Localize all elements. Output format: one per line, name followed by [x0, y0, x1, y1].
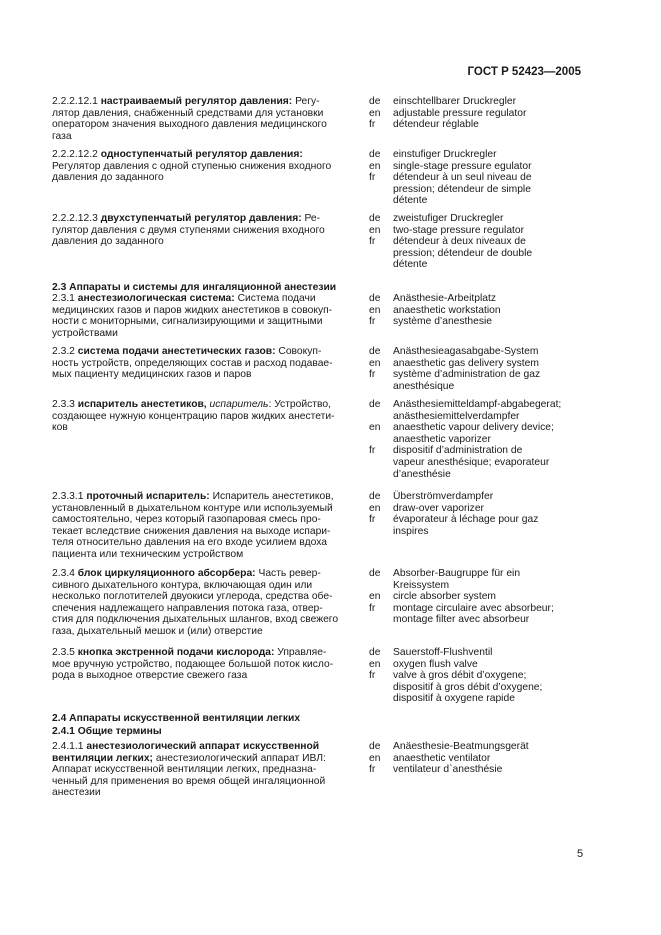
foreign-term: montage circulaire avec absorbeur;	[393, 602, 554, 614]
definition-line	[52, 328, 357, 340]
foreign-term: anaesthetic workstation	[393, 304, 501, 316]
foreign-term: two-stage pressure regulator	[393, 224, 525, 236]
definition-text: сивного дыхательного контура, включающая один или	[52, 579, 313, 591]
definition-text: создающее нужную концентрацию паров жидких анестети-	[52, 410, 335, 422]
language-code: en	[369, 502, 381, 514]
definition-text: давления до заданного	[52, 236, 164, 248]
foreign-term: Überströmverdampfer	[393, 491, 494, 502]
term-number: 2.3.3	[52, 399, 75, 410]
definition-line	[52, 591, 357, 603]
definition-line	[52, 514, 357, 526]
language-code: de	[369, 741, 381, 752]
definition-text: устройствами	[52, 327, 118, 339]
definition-line	[52, 172, 357, 184]
foreign-term: anästhesiemittelverdampfer	[393, 410, 520, 422]
definition-line	[52, 305, 357, 317]
term-definition	[52, 346, 357, 381]
foreign-term: montage filter avec absorbeur	[393, 614, 530, 626]
language-codes	[369, 741, 393, 776]
language-codes	[369, 213, 393, 271]
definition-text: самостоятельно, через который газопаровая смесь про-	[52, 514, 321, 526]
foreign-terms	[393, 399, 593, 480]
term-number: 2.2.2.12.3	[52, 213, 98, 224]
foreign-term: einstufiger Druckregler	[393, 149, 497, 160]
definition-text: Аппарат искусственной вентиляции легких, предназна-	[52, 764, 317, 776]
foreign-term: dispositif à gros débit d’oxygene;	[393, 681, 543, 693]
term-definition	[52, 741, 357, 799]
language-code: de	[369, 491, 381, 502]
definition-line	[52, 161, 357, 173]
definition-line	[52, 369, 357, 381]
definition-text: стия для подключения дыхательных шлангов, вход свежего	[52, 614, 339, 626]
term-number: 2.3.3.1	[52, 491, 84, 502]
term-name: блок циркуляционного абсорбера:	[77, 568, 256, 579]
foreign-term: d’anesthésie	[393, 468, 451, 480]
foreign-term: draw-over vaporizer	[393, 502, 484, 514]
term-definition	[52, 399, 357, 434]
definition-line	[52, 316, 357, 328]
term-definition	[52, 213, 357, 248]
definition-text: Регулятор давления с одной ступенью снижения входного	[52, 160, 332, 172]
foreign-term: circle absorber system	[393, 591, 496, 603]
definition-line	[52, 603, 357, 615]
foreign-term: dispositif d’administration de	[393, 445, 523, 457]
definition-line	[52, 422, 357, 434]
definition-line	[52, 225, 357, 237]
language-codes	[369, 346, 393, 392]
definition-text: ченный для применения во время общей ингаляционной	[52, 775, 326, 787]
language-code: fr	[369, 670, 376, 682]
foreign-term: dispositif à oxygene rapide	[393, 693, 515, 705]
language-code: de	[369, 568, 381, 579]
foreign-term: Anäesthesie-Beatmungsgerät	[393, 741, 529, 752]
definition-text: несколько поглотителей двуокиси углерода, средства обе-	[52, 591, 333, 603]
definition-line	[52, 647, 357, 659]
section-heading-2-4-1: 2.4.1 Общие термины	[52, 726, 162, 737]
term-name: вентиляции легких;	[52, 752, 153, 764]
foreign-term: évaporateur à léchage pour gaz	[393, 514, 539, 526]
language-code: de	[369, 399, 381, 410]
definition-line	[52, 787, 357, 799]
language-codes	[369, 293, 393, 328]
definition-line	[52, 96, 357, 108]
foreign-terms	[393, 293, 593, 328]
foreign-terms	[393, 647, 593, 705]
foreign-terms	[393, 149, 593, 207]
term-name: кнопка экстренной подачи кислорода:	[77, 647, 275, 658]
definition-line	[52, 614, 357, 626]
definition-line	[52, 670, 357, 682]
foreign-term: Anästhesie-Arbeitplatz	[393, 293, 497, 304]
foreign-term: vapeur anesthésique; evaporateur	[393, 456, 550, 468]
foreign-term: anaesthetic ventilator	[393, 752, 491, 764]
definition-line	[52, 764, 357, 776]
definition-line	[52, 108, 357, 120]
definition-text: Испаритель анестетиков,	[209, 491, 334, 502]
term-number: 2.3.2	[52, 346, 75, 357]
foreign-term: anaesthetic gas delivery system	[393, 357, 539, 369]
language-code: en	[369, 160, 381, 172]
term-number: 2.4.1.1	[52, 741, 84, 752]
definition-line	[52, 659, 357, 671]
foreign-term: anaesthetic vapour delivery device;	[393, 422, 554, 434]
definition-text: установленный в дыхательном контуре или используемый	[52, 502, 333, 514]
definition-text: спечения надлежащего направления потока газа, отвер-	[52, 602, 323, 614]
language-code: de	[369, 149, 381, 160]
language-code: de	[369, 96, 381, 107]
definition-line	[52, 119, 357, 131]
foreign-term: valve à gros débit d’oxygene;	[393, 670, 527, 682]
term-definition	[52, 293, 357, 339]
definition-line	[52, 526, 357, 538]
foreign-term: pression; détendeur de simple	[393, 183, 531, 195]
term-definition	[52, 491, 357, 561]
language-code: fr	[369, 236, 376, 248]
definition-line	[52, 358, 357, 370]
definition-line	[52, 537, 357, 549]
definition-line	[52, 568, 357, 580]
language-code: fr	[369, 369, 376, 381]
definition-text: давления до заданного	[52, 172, 164, 184]
definition-text: лятор давления, снабженный средствами для установки	[52, 107, 324, 119]
foreign-term: einschtellbarer Druckregler	[393, 96, 517, 107]
term-number: 2.3.5	[52, 647, 75, 658]
language-codes	[369, 491, 393, 537]
definition-text: гулятор давления с двумя ступенями снижения входного	[52, 224, 325, 236]
foreign-term: système d’anesthesie	[393, 316, 493, 328]
definition-text: мых пациенту медицинских газов и паров	[52, 369, 252, 381]
term-name: одноступенчатый регулятор давления:	[100, 149, 303, 160]
section-heading-2-4: 2.4 Аппараты искусственной вентиляции легких	[52, 713, 301, 724]
definition-text: текает вследствие снижения давления на выходе испари-	[52, 525, 331, 537]
definition-line	[52, 549, 357, 561]
language-code: fr	[369, 119, 376, 131]
language-code: en	[369, 752, 381, 764]
definition-line	[52, 491, 357, 503]
standard-header: ГОСТ Р 52423—2005	[467, 66, 581, 78]
definition-line	[52, 346, 357, 358]
foreign-term: anaesthetic vaporizer	[393, 433, 491, 445]
term-synonym: испаритель	[206, 399, 269, 410]
language-code: fr	[369, 764, 376, 776]
language-code: fr	[369, 316, 376, 328]
foreign-term: détente	[393, 195, 428, 207]
language-code: fr	[369, 514, 376, 526]
definition-text: ность устройств, определяющих состав и расход подавае-	[52, 357, 333, 369]
definition-text: ков	[52, 422, 68, 434]
foreign-term: Anästhesiemitteldampf-abgabegerat;	[393, 399, 562, 410]
foreign-term: ventilateur d`anesthésie	[393, 764, 503, 776]
definition-text: пациента или техническим устройством	[52, 548, 244, 560]
language-code: fr	[369, 445, 376, 457]
definition-text: ности с мониторными, сигнализирующими и защитными	[52, 316, 323, 328]
foreign-term: système d’administration de gaz	[393, 369, 541, 381]
language-code: de	[369, 213, 381, 224]
foreign-term: Absorber-Baugruppe für ein	[393, 568, 521, 579]
term-number: 2.2.2.12.2	[52, 149, 98, 160]
term-number: 2.3.1	[52, 293, 75, 304]
definition-line	[52, 399, 357, 411]
foreign-term: Kreissystem	[393, 579, 450, 591]
foreign-terms	[393, 213, 593, 271]
definition-line	[52, 776, 357, 788]
foreign-terms	[393, 346, 593, 392]
definition-text: Система подачи	[234, 293, 316, 304]
definition-line	[52, 626, 357, 638]
term-number: 2.2.2.12.1	[52, 96, 98, 107]
term-definition	[52, 96, 357, 142]
foreign-term: anesthésique	[393, 380, 455, 392]
foreign-term: pression; détendeur de double	[393, 247, 533, 259]
definition-line	[52, 741, 357, 753]
foreign-term: Anästhesieagasabgabe-System	[393, 346, 539, 357]
term-name: проточный испаритель:	[86, 491, 210, 502]
term-name: система подачи анестетических газов:	[77, 346, 276, 357]
definition-line	[52, 503, 357, 515]
definition-line	[52, 149, 357, 161]
foreign-term: détendeur à deux niveaux de	[393, 236, 526, 248]
term-name: анестезиологическая система:	[77, 293, 235, 304]
language-code: en	[369, 591, 381, 603]
term-name: испаритель анестетиков,	[77, 399, 207, 410]
definition-line	[52, 580, 357, 592]
definition-text: Регу-	[292, 96, 320, 107]
definition-text: Совокуп-	[275, 346, 322, 357]
definition-text: газа	[52, 130, 72, 142]
foreign-term: adjustable pressure regulator	[393, 107, 527, 119]
definition-text: Часть ревер-	[255, 568, 321, 579]
term-name: настраиваемый регулятор давления:	[100, 96, 293, 107]
language-codes	[369, 647, 393, 705]
definition-line	[52, 213, 357, 225]
term-definition	[52, 568, 357, 638]
term-name: анестезиологический аппарат искусственной	[86, 741, 320, 752]
foreign-terms	[393, 491, 593, 537]
language-code: en	[369, 658, 381, 670]
language-code: en	[369, 107, 381, 119]
language-codes	[369, 149, 393, 207]
definition-text: анестезиологический аппарат ИВЛ:	[152, 752, 326, 764]
foreign-term: zweistufiger Druckregler	[393, 213, 504, 224]
language-code: de	[369, 346, 381, 357]
language-code: en	[369, 224, 381, 236]
language-code: de	[369, 647, 381, 658]
foreign-term: détendeur à un seul niveau de	[393, 172, 532, 184]
definition-line	[52, 411, 357, 423]
section-heading-2-3: 2.3 Аппараты и системы для ингаляционной анестезии	[52, 282, 337, 293]
definition-text: Ре-	[301, 213, 321, 224]
definition-text: медицинских газов и паров жидких анестетиков в совокуп-	[52, 304, 333, 316]
term-number: 2.3.4	[52, 568, 75, 579]
definition-text: Управляе-	[274, 647, 327, 658]
foreign-terms	[393, 741, 593, 776]
foreign-terms	[393, 568, 593, 626]
definition-text: оператором значения выходного давления медицинского	[52, 119, 327, 131]
language-code: de	[369, 293, 381, 304]
definition-line	[52, 131, 357, 143]
term-definition	[52, 647, 357, 682]
foreign-term: Sauerstoff-Flushventil	[393, 647, 493, 658]
definition-line	[52, 293, 357, 305]
definition-text: рода в выходное отверстие свежего газа	[52, 670, 248, 682]
foreign-term: détendeur réglable	[393, 119, 479, 131]
language-codes	[369, 96, 393, 131]
foreign-term: inspires	[393, 525, 429, 537]
page-number: 5	[577, 848, 584, 860]
definition-text: теля относительно давления на его входе усилием вдоха	[52, 537, 327, 549]
term-name: двухступенчатый регулятор давления:	[100, 213, 302, 224]
definition-line	[52, 753, 357, 765]
foreign-term: single-stage pressure egulator	[393, 160, 532, 172]
definition-text: анестезии	[52, 787, 101, 799]
definition-text: : Устройство,	[268, 399, 331, 410]
foreign-term: détente	[393, 259, 428, 271]
foreign-term: oxygen flush valve	[393, 658, 478, 670]
definition-line	[52, 236, 357, 248]
foreign-terms	[393, 96, 593, 131]
term-definition	[52, 149, 357, 184]
language-code: fr	[369, 602, 376, 614]
language-codes	[369, 399, 393, 480]
language-codes	[369, 568, 393, 626]
definition-text: мое вручную устройство, подающее большой поток кисло-	[52, 658, 334, 670]
language-code: fr	[369, 172, 376, 184]
language-code: en	[369, 357, 381, 369]
definition-text: газа, дыхательный мешок и (или) отверстие	[52, 625, 263, 637]
language-code: en	[369, 304, 381, 316]
language-code: en	[369, 422, 381, 434]
